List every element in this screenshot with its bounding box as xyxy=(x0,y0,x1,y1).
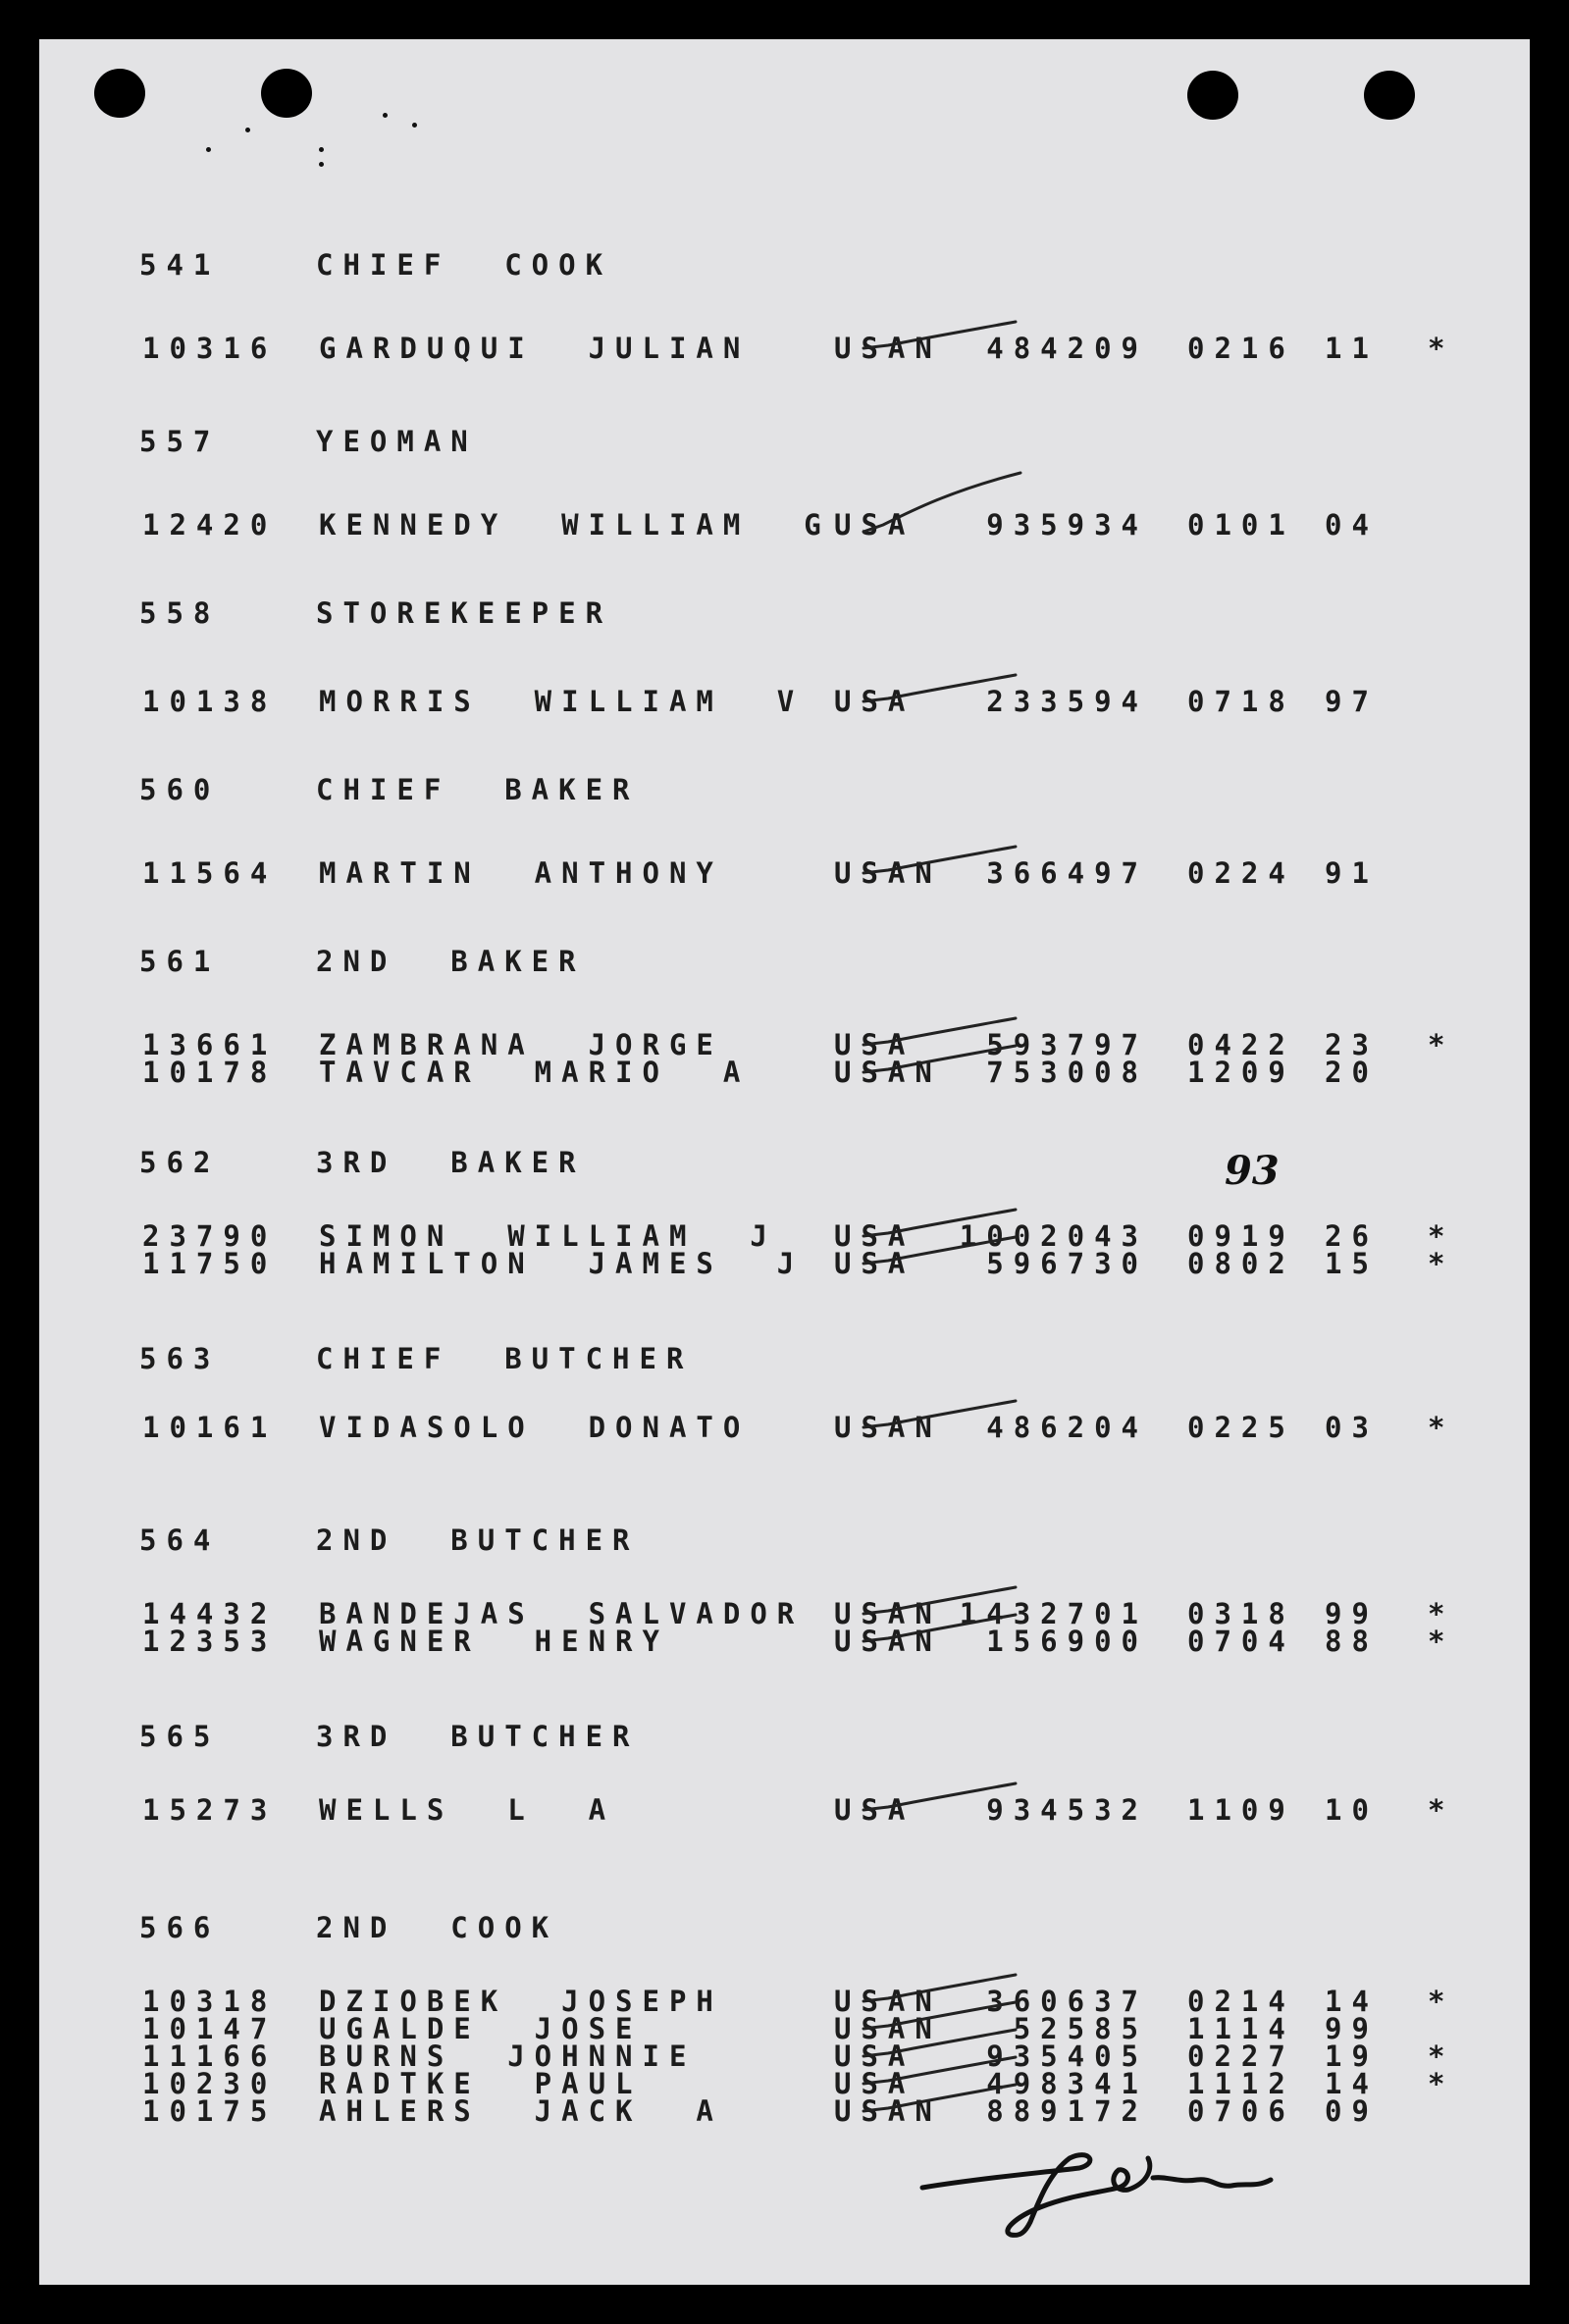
row-id: 23790 xyxy=(142,1219,278,1253)
row-id: 12353 xyxy=(142,1625,278,1658)
check-mark xyxy=(854,2057,1030,2126)
row-number: 498341 xyxy=(986,2067,1148,2100)
row-id: 12420 xyxy=(142,508,278,542)
row-status: USA xyxy=(834,1219,915,1253)
row-code: 14 xyxy=(1325,2067,1379,2100)
row-id: 10161 xyxy=(142,1411,278,1444)
row-mark: * xyxy=(1428,1625,1455,1658)
row-mark: * xyxy=(1428,1028,1455,1061)
row-code: 20 xyxy=(1325,1056,1379,1089)
row-date: 0318 xyxy=(1187,1597,1295,1630)
row-name: AHLERS JACK A xyxy=(319,2094,723,2128)
ink-speck xyxy=(383,113,388,118)
row-code: 97 xyxy=(1325,685,1379,718)
ink-speck xyxy=(319,147,324,152)
row-id: 14432 xyxy=(142,1597,278,1630)
check-mark xyxy=(854,1587,1030,1656)
section-title: CHIEF COOK xyxy=(316,248,613,282)
row-name: MARTIN ANTHONY xyxy=(319,856,723,890)
row-mark: * xyxy=(1428,1597,1455,1630)
row-code: 88 xyxy=(1325,1625,1379,1658)
row-id: 11564 xyxy=(142,856,278,890)
row-mark: * xyxy=(1428,332,1455,365)
punch-hole-right-2 xyxy=(1364,71,1415,120)
row-date: 0227 xyxy=(1187,2040,1295,2073)
row-date: 0216 xyxy=(1187,332,1295,365)
row-id: 10178 xyxy=(142,1056,278,1089)
row-mark: * xyxy=(1428,1247,1455,1280)
punch-hole-left-2 xyxy=(261,69,312,118)
row-number: 935934 xyxy=(986,508,1148,542)
row-date: 0704 xyxy=(1187,1625,1295,1658)
row-status: USAN xyxy=(834,2012,942,2045)
row-number: 593797 xyxy=(986,1028,1148,1061)
row-name: HAMILTON JAMES J xyxy=(319,1247,805,1280)
row-id: 10175 xyxy=(142,2094,278,2128)
signature xyxy=(903,2129,1315,2247)
check-mark xyxy=(854,1756,1030,1825)
section-code: 561 xyxy=(139,945,221,978)
section-title: 3RD BAKER xyxy=(316,1146,586,1179)
row-code: 09 xyxy=(1325,2094,1379,2128)
section-code: 560 xyxy=(139,773,221,806)
row-id: 10147 xyxy=(142,2012,278,2045)
row-mark: * xyxy=(1428,1219,1455,1253)
check-mark xyxy=(854,819,1030,888)
section-code: 558 xyxy=(139,596,221,630)
ink-speck xyxy=(319,162,324,167)
row-number: 360637 xyxy=(986,1985,1148,2018)
row-date: 0224 xyxy=(1187,856,1295,890)
row-number: 935405 xyxy=(986,2040,1148,2073)
row-status: USAN xyxy=(834,1625,942,1658)
row-status: USA xyxy=(834,2067,915,2100)
row-id: 11750 xyxy=(142,1247,278,1280)
row-status: USAN xyxy=(834,2094,942,2128)
row-date: 0225 xyxy=(1187,1411,1295,1444)
section-code: 563 xyxy=(139,1342,221,1375)
section-title: 2ND COOK xyxy=(316,1911,559,1944)
row-name: BANDEJAS SALVADOR xyxy=(319,1597,805,1630)
row-code: 04 xyxy=(1325,508,1379,542)
row-name: DZIOBEK JOSEPH xyxy=(319,1985,723,2018)
row-date: 1112 xyxy=(1187,2067,1295,2100)
row-id: 13661 xyxy=(142,1028,278,1061)
row-number: 889172 xyxy=(986,2094,1148,2128)
row-code: 99 xyxy=(1325,1597,1379,1630)
row-code: 99 xyxy=(1325,2012,1379,2045)
row-date: 0919 xyxy=(1187,1219,1295,1253)
row-mark: * xyxy=(1428,1411,1455,1444)
row-code: 26 xyxy=(1325,1219,1379,1253)
ink-speck xyxy=(245,128,250,132)
row-id: 10138 xyxy=(142,685,278,718)
row-status: USA xyxy=(834,1247,915,1280)
row-date: 0214 xyxy=(1187,1985,1295,2018)
document-page xyxy=(39,39,1530,2285)
row-status: USA xyxy=(834,2040,915,2073)
section-code: 541 xyxy=(139,248,221,282)
row-status: USAN xyxy=(834,1056,942,1089)
row-date: 1109 xyxy=(1187,1793,1295,1827)
row-status: USA xyxy=(834,1793,915,1827)
row-status: USAN xyxy=(834,1411,942,1444)
row-date: 0718 xyxy=(1187,685,1295,718)
row-status: USA xyxy=(834,508,915,542)
row-number: 156900 xyxy=(986,1625,1148,1658)
row-name: WAGNER HENRY xyxy=(319,1625,669,1658)
row-mark: * xyxy=(1428,2040,1455,2073)
row-id: 15273 xyxy=(142,1793,278,1827)
row-code: 15 xyxy=(1325,1247,1379,1280)
row-mark: * xyxy=(1428,1985,1455,2018)
row-code: 19 xyxy=(1325,2040,1379,2073)
row-name: WELLS L A xyxy=(319,1793,616,1827)
row-status: USAN xyxy=(834,856,942,890)
check-mark xyxy=(854,294,1030,363)
row-number: 1002043 xyxy=(959,1219,1148,1253)
row-date: 0802 xyxy=(1187,1247,1295,1280)
row-date: 0706 xyxy=(1187,2094,1295,2128)
section-title: 2ND BAKER xyxy=(316,945,586,978)
row-id: 11166 xyxy=(142,2040,278,2073)
ink-speck xyxy=(412,123,417,128)
section-title: STOREKEEPER xyxy=(316,596,613,630)
row-number: 753008 xyxy=(986,1056,1148,1089)
check-mark xyxy=(854,471,1030,540)
row-number: 484209 xyxy=(986,332,1148,365)
row-status: USAN xyxy=(834,1597,942,1630)
row-code: 14 xyxy=(1325,1985,1379,2018)
row-number: 486204 xyxy=(986,1411,1148,1444)
section-code: 557 xyxy=(139,425,221,458)
page-number: 93 xyxy=(1225,1148,1280,1194)
row-status: USA xyxy=(834,685,915,718)
row-name: GARDUQUI JULIAN xyxy=(319,332,751,365)
row-code: 11 xyxy=(1325,332,1379,365)
row-status: USA xyxy=(834,1028,915,1061)
row-code: 10 xyxy=(1325,1793,1379,1827)
row-code: 91 xyxy=(1325,856,1379,890)
row-date: 1114 xyxy=(1187,2012,1295,2045)
check-mark xyxy=(854,1210,1030,1278)
row-name: BURNS JOHNNIE xyxy=(319,2040,697,2073)
section-title: 3RD BUTCHER xyxy=(316,1720,640,1753)
row-date: 1209 xyxy=(1187,1056,1295,1089)
punch-hole-right-1 xyxy=(1187,71,1238,120)
row-mark: * xyxy=(1428,2067,1455,2100)
row-number: 52585 xyxy=(1013,2012,1148,2045)
row-date: 0422 xyxy=(1187,1028,1295,1061)
row-name: ZAMBRANA JORGE xyxy=(319,1028,723,1061)
row-id: 10316 xyxy=(142,332,278,365)
row-name: UGALDE JOSE xyxy=(319,2012,643,2045)
row-number: 596730 xyxy=(986,1247,1148,1280)
row-number: 366497 xyxy=(986,856,1148,890)
section-title: CHIEF BUTCHER xyxy=(316,1342,694,1375)
row-name: KENNEDY WILLIAM G xyxy=(319,508,831,542)
section-title: 2ND BUTCHER xyxy=(316,1524,640,1557)
row-date: 0101 xyxy=(1187,508,1295,542)
row-number: 233594 xyxy=(986,685,1148,718)
section-code: 562 xyxy=(139,1146,221,1179)
row-number: 934532 xyxy=(986,1793,1148,1827)
row-id: 10318 xyxy=(142,1985,278,2018)
row-code: 23 xyxy=(1325,1028,1379,1061)
section-title: YEOMAN xyxy=(316,425,478,458)
section-code: 566 xyxy=(139,1911,221,1944)
row-name: SIMON WILLIAM J xyxy=(319,1219,777,1253)
row-code: 03 xyxy=(1325,1411,1379,1444)
row-name: VIDASOLO DONATO xyxy=(319,1411,751,1444)
check-mark xyxy=(854,1373,1030,1442)
row-name: RADTKE PAUL xyxy=(319,2067,643,2100)
row-name: MORRIS WILLIAM V xyxy=(319,685,805,718)
punch-hole-left-1 xyxy=(94,69,145,118)
row-name: TAVCAR MARIO A xyxy=(319,1056,751,1089)
row-id: 10230 xyxy=(142,2067,278,2100)
check-mark xyxy=(854,1018,1030,1087)
section-title: CHIEF BAKER xyxy=(316,773,640,806)
check-mark xyxy=(854,647,1030,716)
row-number: 1432701 xyxy=(959,1597,1148,1630)
section-code: 564 xyxy=(139,1524,221,1557)
section-code: 565 xyxy=(139,1720,221,1753)
ink-speck xyxy=(206,147,211,152)
row-status: USAN xyxy=(834,1985,942,2018)
row-status: USAN xyxy=(834,332,942,365)
row-mark: * xyxy=(1428,1793,1455,1827)
